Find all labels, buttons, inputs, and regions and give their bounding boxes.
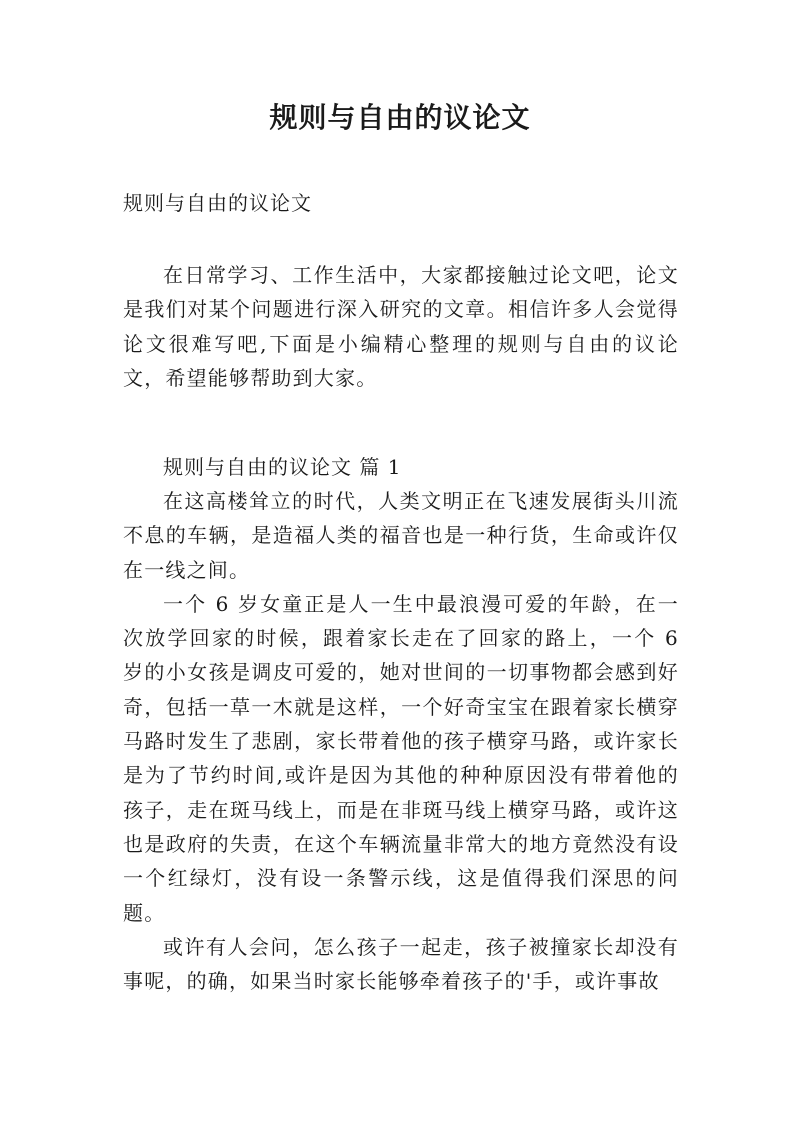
article-body xyxy=(123,484,679,998)
article-paragraph-3: 或许有人会问，怎么孩子一起走，孩子被撞家长却没有事呢，的确，如果当时家长能够牵着孩子的'手，或许事故 xyxy=(123,934,679,994)
document-subtitle: 规则与自由的议论文 xyxy=(123,191,312,215)
article-paragraph-1: 在这高楼耸立的时代，人类文明正在飞速发展街头川流不息的车辆，是造福人类的福音也是一种行货，生命或许仅在一线之间。 xyxy=(123,489,679,582)
article-paragraph-2: 一个 6 岁女童正是人一生中最浪漫可爱的年龄，在一次放学回家的时候，跟着家长走在了回家的路上，一个 6 岁的小女孩是调皮可爱的，她对世间的一切事物都会感到好奇，包括一草一木就是这样，一个好奇宝宝在跟着家长横穿马路时发生了悲剧，家长带着他的孩子横穿马路，或许家长是为了节约时间,或许是因为其他的种种原因没有带着他的孩子，走在斑马线上，而是在非斑马线上横穿马路，或许这也是政府的失责，在这个车辆流量非常大的地方竟然没有设一个红绿灯，没有设一条警示线，这是值得我们深思的问题。 xyxy=(123,591,679,925)
section-heading: 规则与自由的议论文 篇 1 xyxy=(163,455,402,479)
document-title: 规则与自由的议论文 xyxy=(269,101,531,134)
intro-block xyxy=(123,258,679,395)
intro-paragraph: 在日常学习、工作生活中，大家都接触过论文吧，论文是我们对某个问题进行深入研究的文章。相信许多人会觉得论文很难写吧,下面是小编精心整理的规则与自由的议论文，希望能够帮助到大家。 xyxy=(123,263,679,390)
